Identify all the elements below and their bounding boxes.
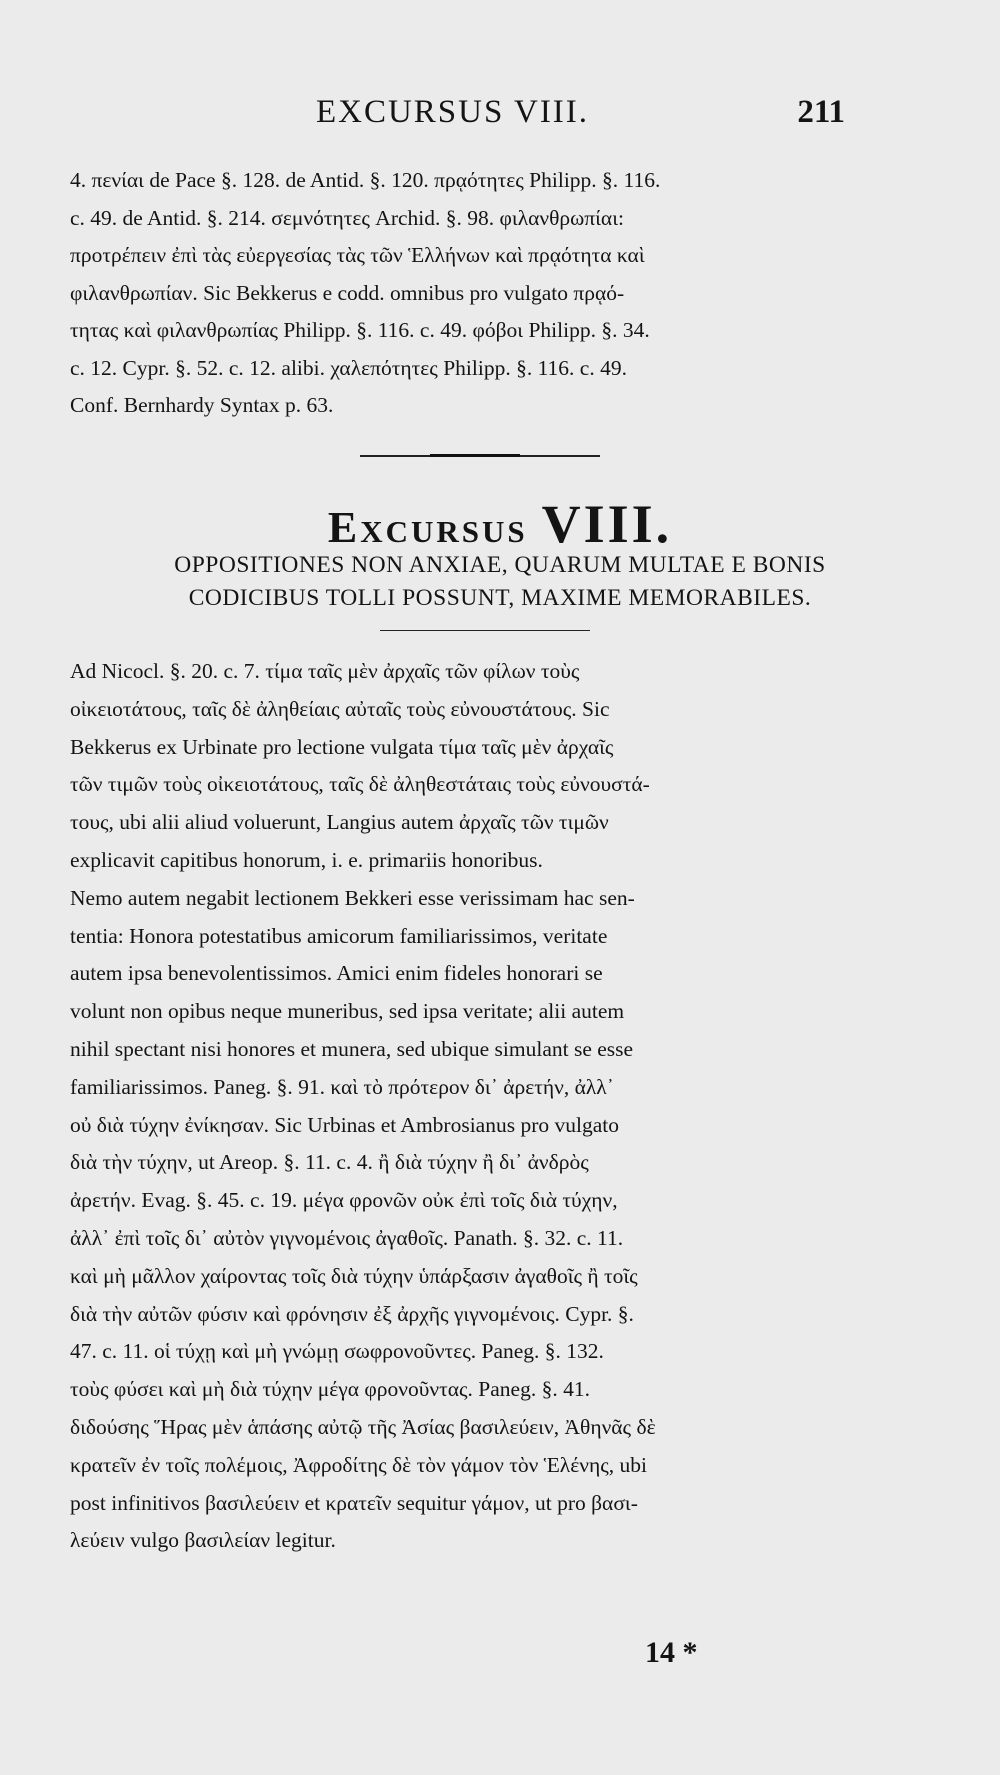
excursus-subtitle-line-1: OPPOSITIONES NON ANXIAE, QUARUM MULTAE E BONIS [174, 552, 826, 578]
text-line: Bekkerus ex Urbinate pro lectione vulgata τίμα ταῖς μὲν ἀρχαῖς [70, 734, 614, 759]
body-text-block [70, 653, 852, 1560]
section-divider-center [430, 454, 520, 457]
text-line: διὰ τὴν τύχην, ut Areop. §. 11. c. 4. ἢ διὰ τύχην ἢ δι᾽ ἀνδρὸς [70, 1150, 589, 1175]
text-line: κρατεῖν ἐν τοῖς πολέμοις, Ἀφροδίτης δὲ τὸν γάμον τὸν Ἑλένης, ubi [70, 1452, 647, 1477]
text-line: καὶ μὴ μᾶλλον χαίροντας τοῖς διὰ τύχην ὑπάρξασιν ἀγαθοῖς ἢ τοῖς [70, 1263, 638, 1288]
text-line: φιλανθρωπίαν. Sic Bekkerus e codd. omnibus pro vulgato πρᾳό- [70, 280, 625, 305]
text-line: Ad Nicocl. §. 20. c. 7. τίμα ταῖς μὲν ἀρχαῖς τῶν φίλων τοὺς [70, 659, 580, 683]
text-line: autem ipsa benevolentissimos. Amici enim fideles honorari se [70, 961, 603, 986]
text-line: Conf. Bernhardy Syntax p. 63. [70, 393, 334, 417]
excursus-heading-number: VIII. [541, 494, 673, 554]
text-line: ἀλλ᾽ ἐπὶ τοῖς δι᾽ αὐτὸν γιγνομένοις ἀγαθοῖς. Panath. §. 32. c. 11. [70, 1225, 624, 1250]
excursus-subtitle-line-2: CODICIBUS TOLLI POSSUNT, MAXIME MEMORABILES. [188, 585, 812, 611]
excursus-heading [0, 493, 1000, 555]
text-line: Nemo autem negabit lectionem Bekkeri esse verissimam hac sen- [70, 885, 635, 910]
text-line: οὐ διὰ τύχην ἐνίκησαν. Sic Urbinas et Ambrosianus pro vulgato [70, 1112, 619, 1137]
text-line: c. 49. de Antid. §. 214. σεμνότητες Archid. §. 98. φιλανθρωπίαι: [70, 205, 624, 230]
excursus-heading-word: Excursus [327, 503, 528, 552]
running-title: EXCURSUS VIII. [315, 94, 590, 130]
page-number: 211 [797, 94, 845, 130]
text-line: nihil spectant nisi honores et munera, sed ubique simulant se esse [70, 1036, 634, 1061]
text-line: τῶν τιμῶν τοὺς οἰκειοτάτους, ταῖς δὲ ἀληθεστάταις τοὺς εὐνουστά- [70, 772, 650, 797]
text-line: λεύειν vulgo βασιλείαν legitur. [70, 1528, 336, 1553]
text-line: post infinitivos βασιλεύειν et κρατεῖν sequitur γάμον, ut pro βασι- [70, 1490, 638, 1515]
subtitle-divider [380, 630, 590, 631]
page-header [60, 94, 845, 134]
text-line: τους, ubi alii aliud voluerunt, Langius autem ἀρχαῖς τῶν τιμῶν [70, 810, 609, 835]
signature-mark: 14 * [645, 1636, 698, 1669]
text-line: explicavit capitibus honorum, i. e. primariis honoribus. [70, 847, 543, 872]
text-line: c. 12. Cypr. §. 52. c. 12. alibi. χαλεπότητες Philipp. §. 116. c. 49. [70, 355, 627, 380]
text-line: familiarissimos. Paneg. §. 91. καὶ τὸ πρότερον δι᾽ ἀρετήν, ἀλλ᾽ [70, 1074, 614, 1099]
text-line: τητας καὶ φιλανθρωπίας Philipp. §. 116. c. 49. φόβοι Philipp. §. 34. [70, 318, 650, 342]
text-line: διδούσης Ἥρας μὲν ἁπάσης αὐτῷ τῆς Ἀσίας βασιλεύειν, Ἀθηνᾶς δὲ [70, 1414, 656, 1439]
text-line: tentia: Honora potestatibus amicorum familiarissimos, veritate [70, 923, 608, 948]
text-line: διὰ τὴν αὐτῶν φύσιν καὶ φρόνησιν ἐξ ἀρχῆς γιγνομένοις. Cypr. §. [70, 1301, 634, 1326]
footnote-block [70, 162, 852, 425]
text-line: 4. πενίαι de Pace §. 128. de Antid. §. 120. πρᾳότητες Philipp. §. 116. [70, 168, 661, 192]
text-line: ἀρετήν. Evag. §. 45. c. 19. μέγα φρονῶν οὐκ ἐπὶ τοῖς διὰ τύχην, [70, 1188, 618, 1213]
text-line: οἰκειοτάτους, ταῖς δὲ ἀληθείαις αὐταῖς τοὺς εὐνουστάτους. Sic [70, 696, 610, 721]
text-line: 47. c. 11. οἱ τύχῃ καὶ μὴ γνώμῃ σωφρονοῦντες. Paneg. §. 132. [70, 1339, 604, 1364]
text-line: προτρέπειν ἐπὶ τὰς εὐεργεσίας τὰς τῶν Ἑλλήνων καὶ πρᾳότητα καὶ [70, 243, 645, 267]
text-line: volunt non opibus neque muneribus, sed ipsa veritate; alii autem [70, 999, 625, 1024]
text-line: τοὺς φύσει καὶ μὴ διὰ τύχην μέγα φρονοῦντας. Paneg. §. 41. [70, 1377, 590, 1402]
